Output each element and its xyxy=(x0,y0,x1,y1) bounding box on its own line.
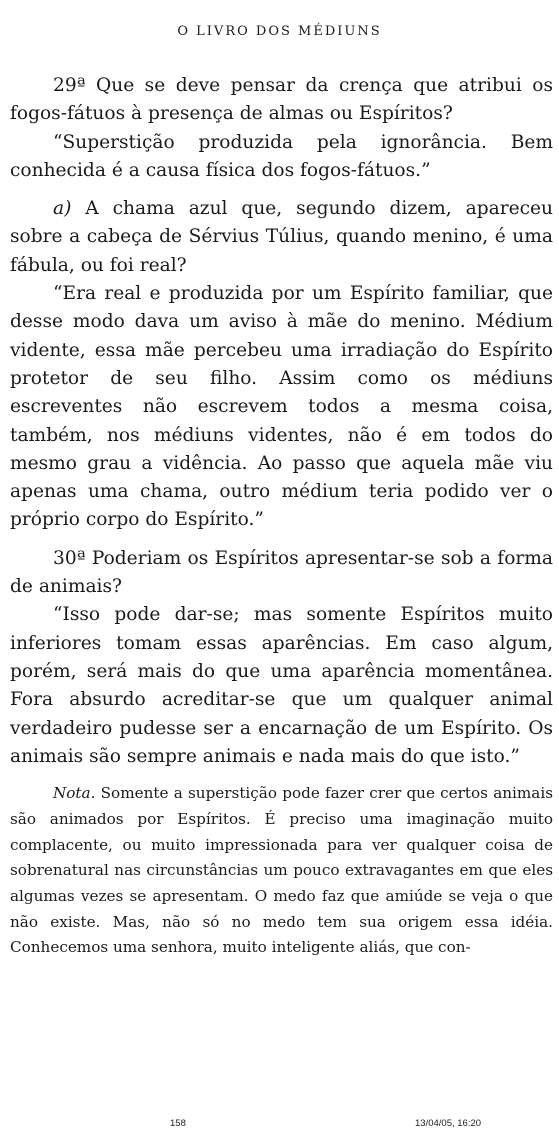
note-paragraph xyxy=(10,781,553,961)
question-29a xyxy=(10,195,553,280)
print-timestamp: 13/04/05, 16:20 xyxy=(415,1118,482,1129)
note-text: Somente a superstição pode fazer crer que certos animais são animados por Espíritos. É preciso uma imaginação muito complacente, ou muito impressionada para ver qualquer coisa de sobrenatural nas circunstâncias um pouco extravagantes em que eles algumas vezes se apresentam. O medo faz que amiúde se veja o que não existe. Mas, não só no medo tem sua origem essa idéia. Conhecemos uma senhora, muito inteligente aliás, que con- xyxy=(10,784,553,957)
running-header: O LIVRO DOS MÉDIUNS xyxy=(177,24,382,39)
body-text xyxy=(10,72,553,961)
answer-29: “Superstição produzida pela ignorância. Bem conhecida é a causa física dos fogos-fátuos.” xyxy=(10,131,553,181)
question-29: 29ª Que se deve pensar da crença que atribui os fogos-fátuos à presença de almas ou Espíritos? xyxy=(10,75,553,125)
answer-29a: “Era real e produzida por um Espírito familiar, que desse modo dava um aviso à mãe do menino. Médium vidente, essa mãe percebeu uma irradiação do Espírito protetor de seu filho. Assim como os médiuns escreventes não escrevem todos a mesma coisa, também, nos médiuns videntes, não é em todos do mesmo grau a vidência. Ao passo que aquela mãe viu apenas uma chama, outro médium teria podido ver o próprio corpo do Espírito.” xyxy=(10,283,553,531)
question-30: 30ª Poderiam os Espíritos apresentar-se sob a forma de animais? xyxy=(10,547,553,598)
note-label: Nota. xyxy=(53,784,96,803)
question-29a-text: A chama azul que, segundo dizem, apareceu sobre a cabeça de Sérvius Túlius, quando menino, é uma fábula, ou foi real? xyxy=(10,198,553,276)
question-29a-label: a) xyxy=(53,198,72,220)
answer-30: “Isso pode dar-se; mas somente Espíritos muito inferiores tomam essas aparências. Em caso algum, porém, será mais do que uma aparência momentânea. Fora absurdo acreditar-se que um qualquer animal verdadeiro pudesse ser a encarnação de um Espírito. Os animais são sempre animais e nada mais do que isto.” xyxy=(10,604,553,767)
page-number: 158 xyxy=(170,1118,186,1129)
